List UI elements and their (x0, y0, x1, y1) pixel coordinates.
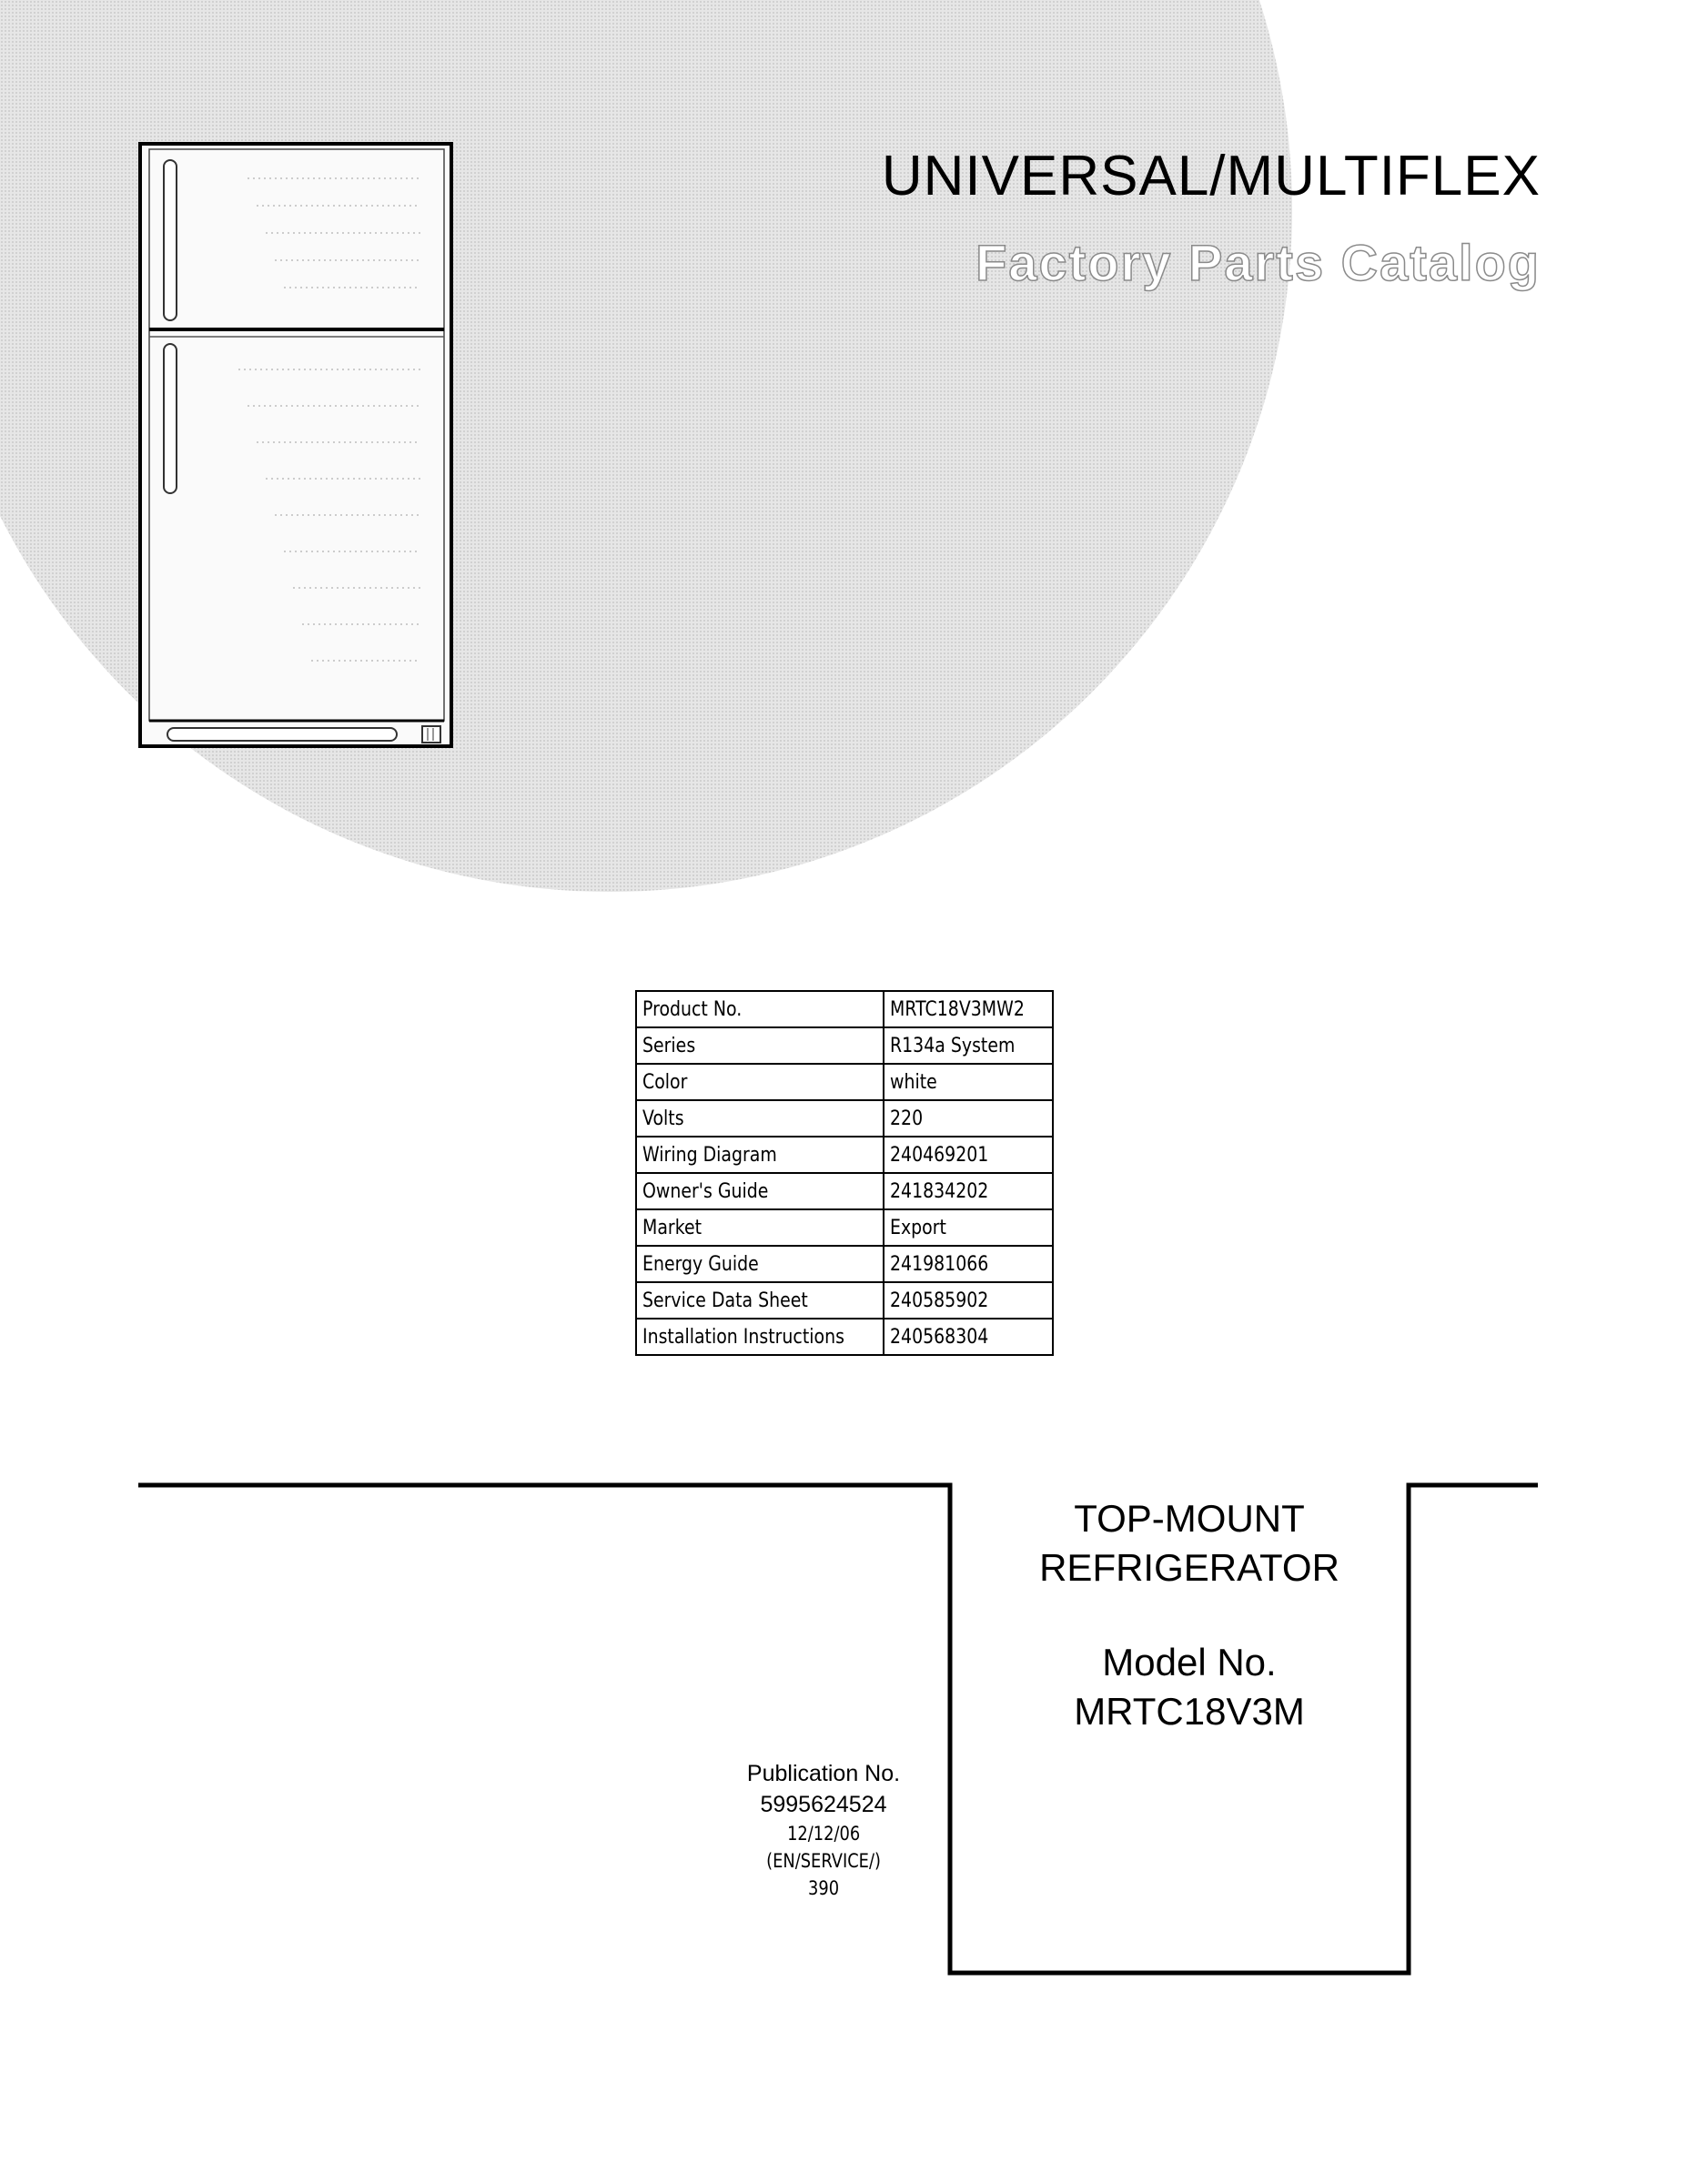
publication-label: Publication No. (746, 1761, 901, 1786)
spec-label: Wiring Diagram (636, 1137, 884, 1173)
spec-label: Color (636, 1064, 884, 1100)
spec-label: Service Data Sheet (636, 1282, 884, 1319)
spec-value: 240585902 (884, 1282, 1053, 1319)
publication-block (692, 1758, 955, 1902)
table-row (636, 1282, 1053, 1319)
spec-label: Series (636, 1027, 884, 1064)
spec-value: MRTC18V3MW2 (884, 991, 1053, 1027)
spec-label: Product No. (636, 991, 884, 1027)
spec-label: Volts (636, 1100, 884, 1137)
product-type-line2: REFRIGERATOR (1039, 1546, 1339, 1589)
spec-value: white (884, 1064, 1053, 1100)
model-number: MRTC18V3M (1074, 1690, 1305, 1733)
spec-label: Installation Instructions (636, 1319, 884, 1355)
table-row (636, 1064, 1053, 1100)
product-type-line1: TOP-MOUNT (1074, 1497, 1305, 1540)
table-row (636, 1137, 1053, 1173)
spec-value: 241834202 (884, 1173, 1053, 1209)
catalog-title: Factory Parts Catalog (975, 234, 1541, 291)
table-row (636, 991, 1053, 1027)
specs-table (635, 990, 1054, 1356)
brand-title: UNIVERSAL/MULTIFLEX (881, 145, 1541, 207)
spec-value: 240568304 (884, 1319, 1053, 1355)
table-row (636, 1246, 1053, 1282)
model-label: Model No. (1102, 1641, 1277, 1684)
table-row (636, 1100, 1053, 1137)
table-row (636, 1173, 1053, 1209)
publication-code: (EN/SERVICE/) (766, 1850, 881, 1872)
spec-value: 240469201 (884, 1137, 1053, 1173)
table-row (636, 1027, 1053, 1064)
table-row (636, 1209, 1053, 1246)
spec-value: 220 (884, 1100, 1053, 1137)
publication-extra: 390 (807, 1877, 840, 1899)
spec-value: 241981066 (884, 1246, 1053, 1282)
publication-number: 5995624524 (760, 1792, 887, 1817)
spec-label: Market (636, 1209, 884, 1246)
product-type (957, 1494, 1421, 1592)
refrigerator-illustration-icon (138, 142, 453, 748)
model-number-block (957, 1638, 1421, 1736)
spec-value: R134a System (884, 1027, 1053, 1064)
spec-label: Owner's Guide (636, 1173, 884, 1209)
publication-date: 12/12/06 (786, 1823, 861, 1845)
spec-value: Export (884, 1209, 1053, 1246)
spec-label: Energy Guide (636, 1246, 884, 1282)
table-row (636, 1319, 1053, 1355)
